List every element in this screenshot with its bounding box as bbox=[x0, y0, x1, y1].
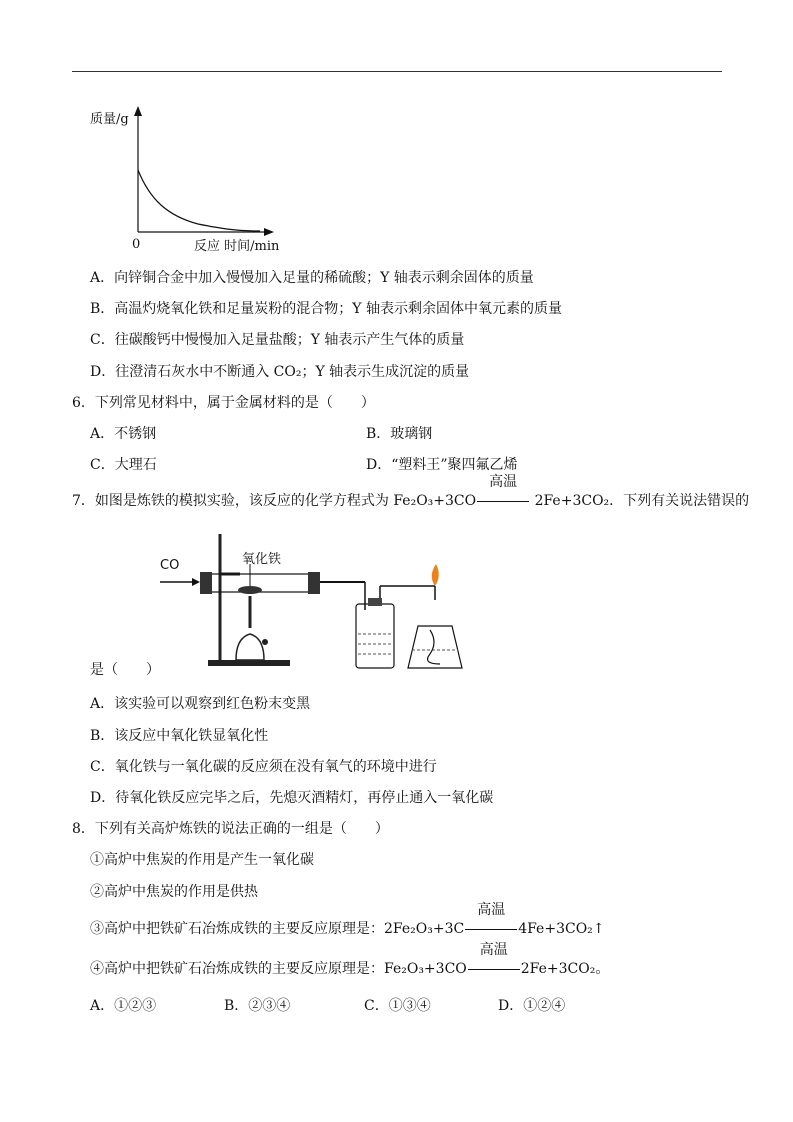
q5-option-a: A．向锌铜合金中加入慢慢加入足量的稀硫酸；Y 轴表示剩余固体的质量 bbox=[90, 270, 534, 286]
left-stopper bbox=[200, 572, 212, 594]
q7-eq-left: Fe₂O₃+3CO bbox=[393, 493, 477, 509]
q7-option-c: C．氧化铁与一氧化碳的反应须在没有氧气的环境中进行 bbox=[90, 759, 437, 775]
q7-cond-bar bbox=[477, 501, 529, 502]
stand-base bbox=[208, 660, 290, 666]
header-rule bbox=[72, 71, 722, 72]
y-axis-arrow bbox=[134, 106, 142, 116]
second-burner bbox=[408, 626, 462, 668]
q7-eq-right: 2Fe+3CO₂ bbox=[530, 493, 610, 509]
q8-stem: 8．下列有关高炉炼铁的说法正确的一组是（ ） bbox=[72, 821, 389, 837]
q8-statement-4 bbox=[90, 942, 610, 979]
burner-knob bbox=[262, 639, 268, 645]
q6-stem: 6．下列常见材料中，属于金属材料的是（ ） bbox=[72, 395, 375, 411]
q8-s4-cond-bar bbox=[468, 969, 520, 970]
q8-statement-3 bbox=[90, 902, 605, 939]
origin-label: 0 bbox=[132, 237, 141, 252]
iron-oxide-label: 氧化铁 bbox=[242, 552, 282, 567]
q5-option-c: C．往碳酸钙中慢慢加入足量盐酸；Y 轴表示产生气体的质量 bbox=[90, 332, 465, 348]
q6-option-b: B．玻璃钢 bbox=[366, 426, 433, 442]
q7-stem bbox=[72, 474, 750, 511]
q8-s3-cond-text: 高温 bbox=[477, 902, 506, 918]
q5-option-d: D．往澄清石灰水中不断通入 CO₂；Y 轴表示生成沉淀的质量 bbox=[90, 364, 470, 380]
q8-s4-cond-text: 高温 bbox=[479, 942, 508, 958]
q7-stem-pre: 7．如图是炼铁的模拟实验，该反应的化学方程式为 bbox=[72, 493, 394, 509]
q8-s3-condition bbox=[465, 902, 517, 939]
flame-icon bbox=[432, 564, 439, 586]
q8-option-c: C．①③④ bbox=[364, 998, 431, 1014]
q5-option-b: B．高温灼烧氧化铁和足量炭粉的混合物；Y 轴表示剩余固体中氧元素的质量 bbox=[90, 301, 562, 317]
q8-s4-pre: ④高炉中把铁矿石冶炼成铁的主要反应原理是：Fe₂O₃+3CO bbox=[90, 961, 467, 977]
q8-statement-1: ①高炉中焦炭的作用是产生一氧化碳 bbox=[90, 852, 314, 868]
wash-bottle bbox=[356, 604, 394, 668]
bottle-stopper bbox=[368, 598, 382, 606]
q7-option-b: B．该反应中氧化铁显氧化性 bbox=[90, 728, 269, 744]
alcohol-burner bbox=[236, 634, 264, 660]
iron-oxide-powder bbox=[238, 586, 262, 594]
co-arrowhead bbox=[192, 578, 200, 586]
x-axis-label: 反应 时间/min bbox=[194, 239, 280, 254]
q7-cond-text: 高温 bbox=[489, 474, 518, 490]
q7-option-d: D．待氧化铁反应完毕之后，先熄灭酒精灯，再停止通入一氧化碳 bbox=[90, 790, 494, 806]
q7-stem-end: 是（ ） bbox=[90, 662, 160, 678]
right-stopper bbox=[308, 572, 320, 594]
co-label: CO bbox=[160, 558, 180, 573]
q8-s4-post: 2Fe+3CO₂。 bbox=[520, 961, 610, 977]
apparatus-svg bbox=[150, 530, 480, 678]
q8-option-a: A．①②③ bbox=[90, 998, 157, 1014]
burner-wick bbox=[428, 630, 440, 664]
decay-curve bbox=[138, 170, 260, 231]
q8-s3-cond-bar bbox=[465, 929, 517, 930]
q8-option-d: D．①②④ bbox=[498, 998, 566, 1014]
x-axis-arrow bbox=[264, 228, 274, 236]
q6-option-c: C．大理石 bbox=[90, 457, 157, 473]
iron-smelting-apparatus bbox=[150, 530, 480, 678]
q8-statement-2: ②高炉中焦炭的作用是供热 bbox=[90, 884, 258, 900]
q8-option-b: B．②③④ bbox=[224, 998, 291, 1014]
q6-option-d: D．“塑料王”聚四氟乙烯 bbox=[366, 457, 518, 473]
mass-time-graph bbox=[88, 104, 288, 256]
q8-s4-condition bbox=[468, 942, 520, 979]
q6-option-a: A．不锈钢 bbox=[90, 426, 157, 442]
y-axis-label: 质量/g bbox=[90, 112, 129, 127]
q7-stem-post: ．下列有关说法错误的 bbox=[609, 493, 750, 509]
q7-eq-condition bbox=[477, 474, 529, 511]
q7-option-a: A．该实验可以观察到红色粉末变黑 bbox=[90, 696, 311, 712]
q8-s3-post: 4Fe+3CO₂↑ bbox=[518, 921, 605, 937]
q8-s3-pre: ③高炉中把铁矿石冶炼成铁的主要反应原理是：2Fe₂O₃+3C bbox=[90, 921, 465, 937]
